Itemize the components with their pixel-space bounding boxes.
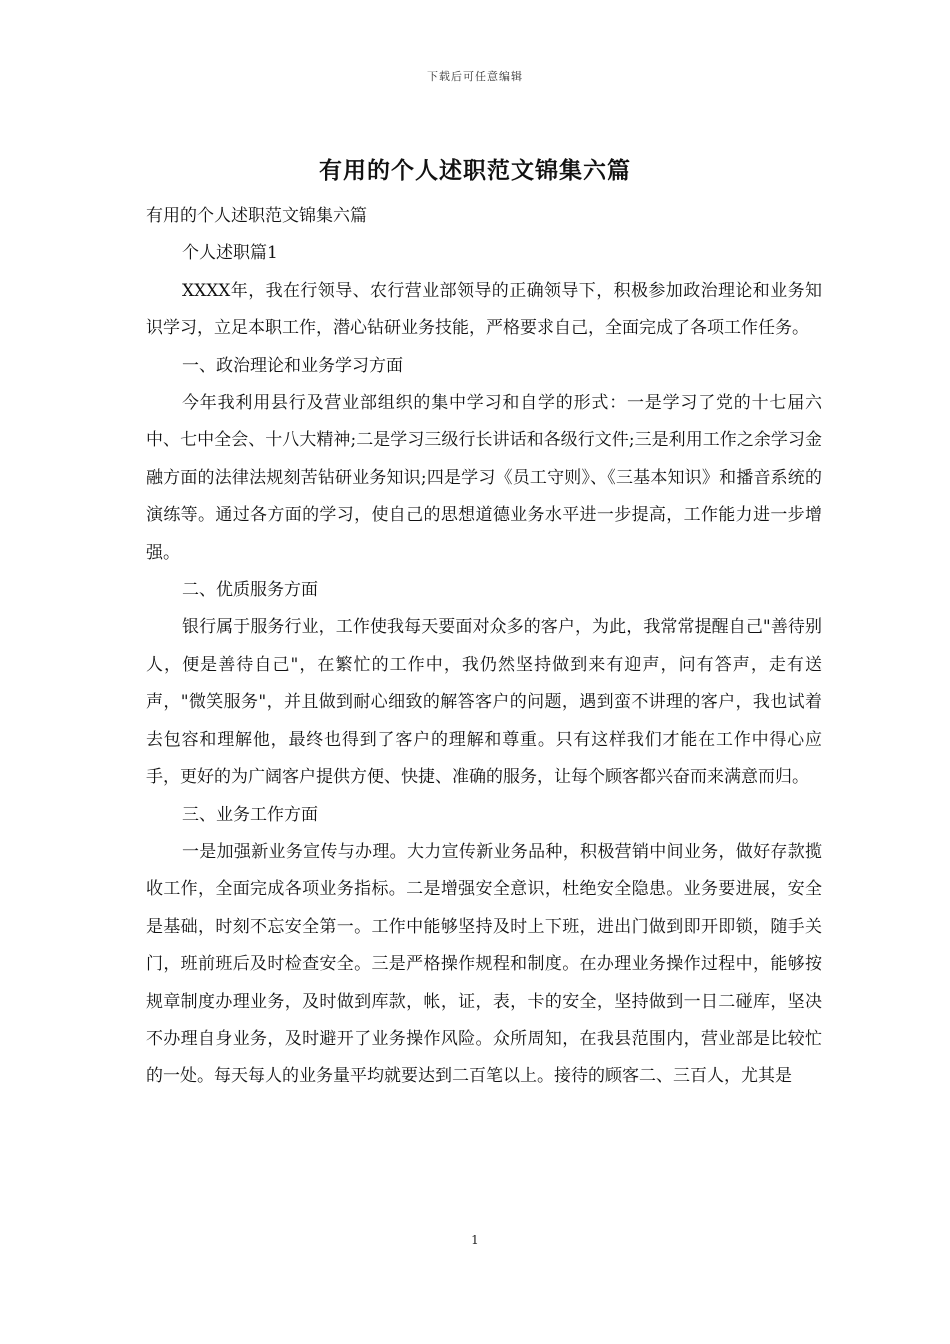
section-heading: 个人述职篇1 [182,243,278,264]
document-body [146,198,822,1096]
body-paragraph: XXXX年，我在行领导、农行营业部领导的正确领导下，积极参加政治理论和业务知识学习，立足本职工作，潜心钻研业务技能，严格要求自己，全面完成了各项工作任务。 [146,280,822,339]
header-note: 下载后可任意编辑 [427,70,523,83]
page-number: 1 [471,1233,479,1247]
section-heading: 一、政治理论和业务学习方面 [182,355,403,376]
body-paragraph: 今年我利用县行及营业部组织的集中学习和自学的形式：一是学习了党的十七届六中、七中全会、十八大精神;二是学习三级行长讲话和各级行文件;三是利用工作之余学习金融方面的法律法规刻苦钻研业务知识;四是学习《员工守则》、《三基本知识》和播音系统的演练等。通过各方面的学习，使自己的思想道德业务水平进一步提高，工作能力进一步增强。 [146,393,822,563]
body-paragraph: 有用的个人述职范文锦集六篇 [146,206,367,226]
section-heading: 三、业务工作方面 [182,804,318,825]
body-paragraph: 一是加强新业务宣传与办理。大力宣传新业务品种，积极营销中间业务，做好存款揽收工作，全面完成各项业务指标。二是增强安全意识，杜绝安全隐患。业务要进展，安全是基础，时刻不忘安全第一。工作中能够坚持及时上下班，进出门做到即开即锁，随手关门，班前班后及时检查安全。三是严格操作规程和制度。在办理业务操作过程中，能够按规章制度办理业务，及时做到库款，帐，证，表，卡的安全，坚持做到一日二碰库，坚决不办理自身业务，及时避开了业务操作风险。众所周知，在我县范围内，营业部是比较忙的一处。每天每人的业务量平均就要达到二百笔以上。接待的顾客二、三百人，尤其是 [146,841,822,1087]
section-heading: 二、优质服务方面 [182,580,318,601]
body-paragraph: 银行属于服务行业，工作使我每天要面对众多的客户，为此，我常常提醒自己"善待别人，便是善待自己"，在繁忙的工作中，我仍然坚持做到来有迎声，问有答声，走有送声，"微笑服务"，并且做到耐心细致的解答客户的问题，遇到蛮不讲理的客户，我也试着去包容和理解他，最终也得到了客户的理解和尊重。只有这样我们才能在工作中得心应手，更好的为广阔客户提供方便、快捷、准确的服务，让每个顾客都兴奋而来满意而归。 [146,617,822,788]
document-title: 有用的个人述职范文锦集六篇 [319,157,631,184]
